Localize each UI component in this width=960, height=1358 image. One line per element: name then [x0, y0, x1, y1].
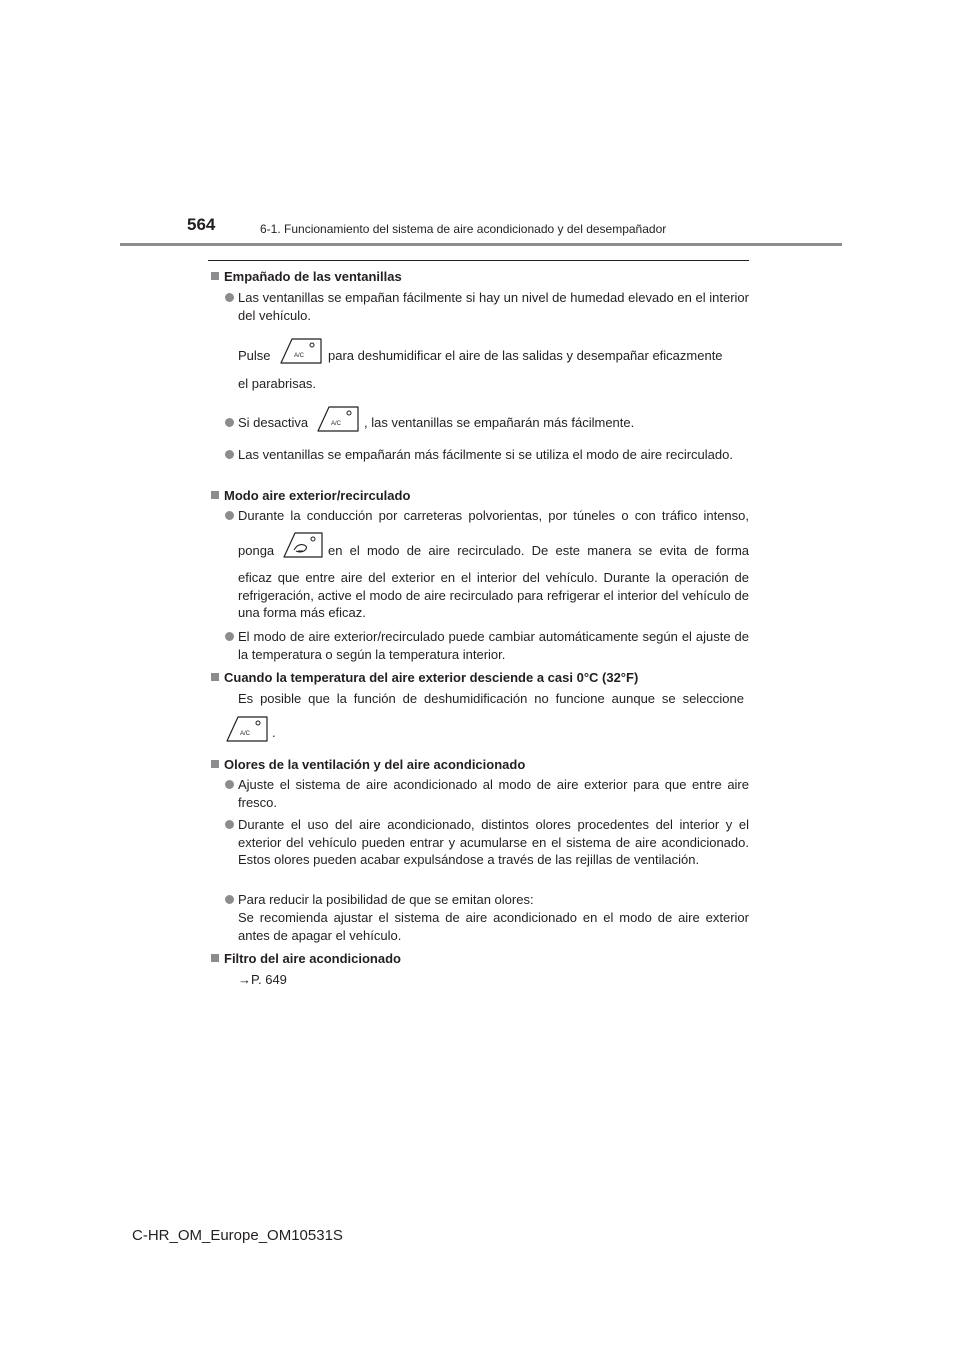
- dusty-roads-text: Durante la conducción por carreteras polvorientas, por túneles o con tráfico intenso,: [238, 508, 749, 523]
- dehumidification-text: Es posible que la función de deshumidificación no funcione aunque se seleccione: [238, 691, 744, 706]
- paragraph-odors: Durante el uso del aire acondicionado, distintos olores procedentes del interior y el exterior del vehículo pueden entrar y acumularse en el sistema de aire acondicionado. Estos olores pueden acabar expulsándose a través de las rejillas de ventilación.: [238, 817, 749, 867]
- bullet-dot-icon: [225, 820, 234, 829]
- section-divider: [208, 260, 749, 261]
- ac-button-icon: [314, 404, 362, 434]
- section-heading-low-temp: Cuando la temperatura del aire exterior desciende a casi 0°C (32°F): [211, 669, 638, 687]
- ac-button-icon: [223, 714, 271, 744]
- deactivate-text: , las ventanillas se empañarán más fácilmente.: [364, 415, 635, 430]
- square-bullet-icon: [211, 491, 219, 499]
- bullet-dot-icon: [225, 780, 234, 789]
- section-heading-fogging: Empañado de las ventanillas: [211, 268, 402, 286]
- bullet-dot-icon: [225, 632, 234, 641]
- bullet-dot-icon: [225, 895, 234, 904]
- svg-text:A/C: A/C: [294, 353, 305, 359]
- dehumidify-text: para deshumidificar el aire de las salidas y desempañar eficazmente: [328, 348, 723, 363]
- paragraph-recirculated: Las ventanillas se empañarán más fácilmente si se utiliza el modo de aire recirculado.: [238, 447, 733, 462]
- paragraph-fresh-air: Ajuste el sistema de aire acondicionado al modo de aire exterior para que entre aire fresco.: [238, 777, 749, 810]
- reduce-odors-text: Para reducir la posibilidad de que se emitan olores:: [238, 892, 534, 907]
- paragraph-auto-switch: El modo de aire exterior/recirculado puede cambiar automáticamente según el ajuste de la temperatura o según la temperatura interior.: [238, 629, 749, 662]
- bullet-dot-icon: [225, 511, 234, 520]
- header-divider: [120, 243, 842, 246]
- chapter-title: 6-1. Funcionamiento del sistema de aire acondicionado y del desempañador: [260, 222, 667, 236]
- document-code: C-HR_OM_Europe_OM10531S: [132, 1227, 343, 1244]
- square-bullet-icon: [211, 272, 219, 280]
- square-bullet-icon: [211, 760, 219, 768]
- page-number: 564: [187, 215, 216, 234]
- section-heading-odors: Olores de la ventilación y del aire acondicionado: [211, 756, 525, 774]
- paragraph-refrigeration: eficaz que entre aire del exterior en el interior del vehículo. Durante la operación de refrigeración, active el modo de aire recirculado para refrigerar el interior del vehículo de una forma más eficaz.: [238, 570, 749, 620]
- section-heading-filter: Filtro del aire acondicionado: [211, 950, 401, 968]
- bullet-dot-icon: [225, 293, 234, 302]
- windshield-text: el parabrisas.: [238, 376, 317, 391]
- period-text: .: [272, 725, 276, 740]
- svg-text:A/C: A/C: [331, 421, 342, 427]
- square-bullet-icon: [211, 954, 219, 962]
- page-reference-link[interactable]: →P. 649: [238, 972, 287, 987]
- recirculated-mode-text: en el modo de aire recirculado. De este manera se evita de forma: [328, 543, 749, 558]
- square-bullet-icon: [211, 673, 219, 681]
- svg-text:A/C: A/C: [240, 731, 251, 737]
- ponga-label: ponga: [238, 543, 275, 558]
- bullet-dot-icon: [225, 450, 234, 459]
- ac-button-icon: [277, 336, 325, 366]
- deactivate-label: Si desactiva: [238, 415, 309, 430]
- pulse-label: Pulse: [238, 348, 271, 363]
- section-heading-air-mode: Modo aire exterior/recirculado: [211, 487, 410, 505]
- recirculation-button-icon: [280, 530, 326, 560]
- bullet-dot-icon: [225, 418, 234, 427]
- paragraph-humidity: Las ventanillas se empañan fácilmente si hay un nivel de humedad elevado en el interior del vehículo.: [238, 290, 749, 323]
- paragraph-recommendation: Se recomienda ajustar el sistema de aire acondicionado en el modo de aire exterior antes de apagar el vehículo.: [238, 910, 749, 943]
